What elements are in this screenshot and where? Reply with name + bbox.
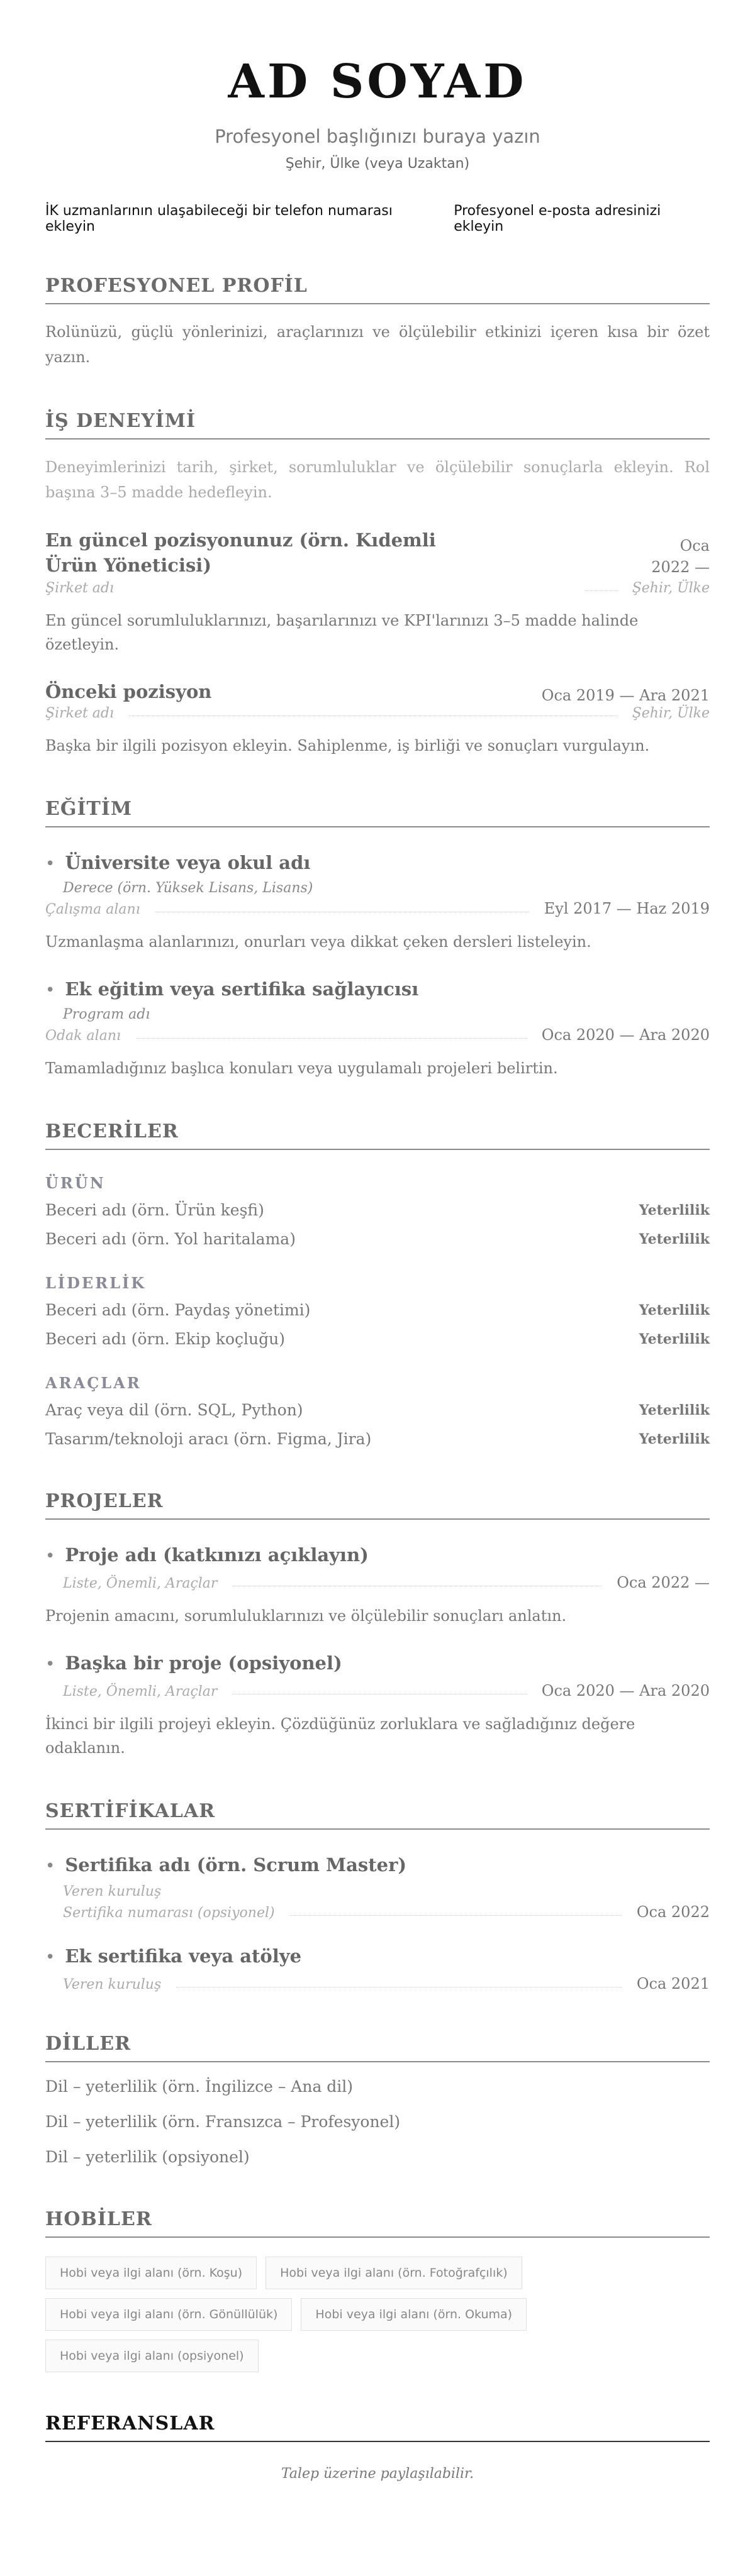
skill-category: ÜRÜN	[45, 1174, 106, 1192]
project-tags: Liste, Önemli, Araçlar	[63, 1576, 218, 1591]
section-title-certifications: SERTİFİKALAR	[45, 1800, 710, 1830]
skill-row	[45, 1200, 710, 1221]
certification-title: • Sertifika adı (örn. Scrum Master)	[45, 1852, 710, 1879]
skill-level: Yeterlilik	[639, 1402, 710, 1418]
language-item: Dil – yeterlilik (örn. Fransızca – Profesyonel)	[45, 2113, 401, 2131]
education-dates: Eyl 2017 — Haz 2019	[544, 900, 710, 917]
skill-name: Beceri adı (örn. Paydaş yönetimi)	[45, 1301, 311, 1319]
resume-name: AD SOYAD	[228, 55, 527, 109]
certification-date: Oca 2021	[636, 1975, 710, 1993]
leader-line	[290, 1915, 622, 1916]
skill-category: ARAÇLAR	[45, 1374, 142, 1392]
experience-intro: Deneyimlerinizi tarih, şirket, sorumluluklar ve ölçülebilir sonuçlarla ekleyin. Rol başına 3–5 madde hedefleyin.	[45, 458, 710, 501]
certification-entry	[45, 1852, 710, 1921]
project-tags: Liste, Önemli, Araçlar	[63, 1684, 218, 1700]
degree: Derece (örn. Yüksek Lisans, Lisans)	[63, 880, 313, 896]
leader-line	[136, 1038, 527, 1039]
references-text: Talep üzerine paylaşılabilir.	[281, 2466, 474, 2482]
job-location: Şehir, Ülke	[632, 580, 710, 596]
education-dates: Oca 2020 — Ara 2020	[541, 1026, 710, 1044]
section-title-projects: PROJELER	[45, 1490, 710, 1520]
hobby-chip: Hobi veya ilgi alanı (opsiyonel)	[45, 2340, 259, 2372]
job-dates: Oca 2022 —	[651, 537, 710, 576]
hobby-chip: Hobi veya ilgi alanı (örn. Fotoğrafçılık)	[266, 2257, 522, 2289]
field-of-study: Çalışma alanı	[45, 902, 140, 917]
job-description: Başka bir ilgili pozisyon ekleyin. Sahiplenme, iş birliği ve sonuçları vurgulayın.	[45, 737, 650, 755]
contact-info	[45, 203, 710, 235]
education-description: Tamamladığınız başlıca konuları veya uygulamalı projeleri belirtin.	[45, 1059, 558, 1077]
skill-level: Yeterlilik	[639, 1431, 710, 1447]
certification-issuer: Veren kuruluş	[63, 1977, 162, 1993]
education-section	[45, 798, 710, 1080]
field-of-study: Odak alanı	[45, 1028, 121, 1044]
section-title-experience: İŞ DENEYİMİ	[45, 410, 710, 439]
education-entry	[45, 976, 710, 1080]
hobby-list	[45, 2257, 612, 2372]
resume-location: Şehir, Ülke (veya Uzaktan)	[285, 156, 470, 172]
hobby-chip: Hobi veya ilgi alanı (örn. Gönüllülük)	[45, 2298, 292, 2331]
resume-page	[45, 0, 710, 2482]
experience-section	[45, 410, 710, 758]
certification-date: Oca 2022	[636, 1903, 710, 1921]
experience-entry	[45, 679, 710, 758]
leader-line	[586, 590, 617, 591]
hobby-chip: Hobi veya ilgi alanı (örn. Okuma)	[301, 2298, 527, 2331]
experience-entry	[45, 528, 710, 656]
skill-level: Yeterlilik	[639, 1302, 710, 1318]
skill-level: Yeterlilik	[639, 1231, 710, 1247]
skill-name: Beceri adı (örn. Ekip koçluğu)	[45, 1330, 285, 1348]
certification-number: Sertifika numarası (opsiyonel)	[63, 1905, 275, 1921]
job-location: Şehir, Ülke	[632, 705, 710, 721]
hobbies-section	[45, 2208, 710, 2372]
section-title-education: EĞİTİM	[45, 798, 710, 827]
job-description: En güncel sorumluluklarınızı, başarılarınızı ve KPI'larınızı 3–5 madde halinde özetleyin.	[45, 612, 639, 653]
hobby-chip: Hobi veya ilgi alanı (örn. Koşu)	[45, 2257, 257, 2289]
skill-row	[45, 1400, 710, 1421]
resume-headline: Profesyonel başlığınızı buraya yazın	[215, 126, 540, 147]
language-item: Dil – yeterlilik (örn. İngilizce – Ana dil)	[45, 2077, 354, 2096]
contact-email: Profesyonel e-posta adresinizi ekleyin	[454, 203, 661, 235]
education-entry	[45, 850, 710, 954]
skill-row	[45, 1329, 710, 1350]
contact-phone: İK uzmanlarının ulaşabileceği bir telefon numarası ekleyin	[45, 203, 393, 235]
section-title-profile: PROFESYONEL PROFİL	[45, 275, 710, 304]
section-title-languages: DİLLER	[45, 2033, 710, 2062]
profile-section	[45, 275, 710, 370]
references-section	[45, 2413, 710, 2482]
section-title-hobbies: HOBİLER	[45, 2208, 710, 2238]
project-entry	[45, 1542, 710, 1628]
skill-row	[45, 1300, 710, 1321]
project-description: İkinci bir ilgili projeyi ekleyin. Çözdüğünüz zorluklara ve sağladığınız değere odaklanın.	[45, 1715, 635, 1757]
projects-section	[45, 1490, 710, 1760]
school-name: • Ek eğitim veya sertifika sağlayıcısı	[45, 976, 710, 1003]
job-company: Şirket adı	[45, 580, 115, 596]
skill-name: Araç veya dil (örn. SQL, Python)	[45, 1401, 303, 1419]
degree: Program adı	[63, 1007, 150, 1022]
project-description: Projenin amacını, sorumluluklarınızı ve ölçülebilir sonuçları anlatın.	[45, 1607, 567, 1625]
languages-section	[45, 2033, 710, 2168]
certification-entry	[45, 1943, 710, 1993]
section-title-references: REFERANSLAR	[45, 2413, 710, 2442]
project-title: • Proje adı (katkınızı açıklayın)	[45, 1542, 710, 1569]
profile-summary: Rolünüzü, güçlü yönlerinizi, araçlarınızı ve ölçülebilir etkinizi içeren kısa bir özet yazın.	[45, 323, 710, 366]
skill-name: Beceri adı (örn. Yol haritalama)	[45, 1230, 296, 1248]
skill-level: Yeterlilik	[639, 1202, 710, 1219]
skill-row	[45, 1229, 710, 1250]
certification-title: • Ek sertifika veya atölye	[45, 1943, 710, 1970]
certification-issuer: Veren kuruluş	[63, 1884, 162, 1899]
skill-name: Beceri adı (örn. Ürün keşfi)	[45, 1201, 264, 1219]
project-dates: Oca 2020 — Ara 2020	[541, 1682, 710, 1700]
skill-row	[45, 1429, 710, 1450]
certifications-section	[45, 1800, 710, 1993]
school-name: • Üniversite veya okul adı	[45, 850, 710, 876]
skill-level: Yeterlilik	[639, 1331, 710, 1347]
project-dates: Oca 2022 —	[617, 1574, 710, 1591]
skills-section	[45, 1120, 710, 1450]
job-title: En güncel pozisyonunuz (örn. Kıdemli Ürün Yöneticisi)	[45, 529, 436, 576]
project-entry	[45, 1650, 710, 1760]
language-item: Dil – yeterlilik (opsiyonel)	[45, 2148, 250, 2166]
project-title: • Başka bir proje (opsiyonel)	[45, 1650, 710, 1677]
job-title: Önceki pozisyon	[45, 681, 212, 702]
job-dates: Oca 2019 — Ara 2021	[541, 687, 710, 704]
skill-category: LİDERLİK	[45, 1274, 147, 1292]
section-title-skills: BECERİLER	[45, 1120, 710, 1150]
skill-name: Tasarım/teknoloji aracı (örn. Figma, Jira)	[45, 1430, 372, 1448]
job-company: Şirket adı	[45, 705, 115, 721]
education-description: Uzmanlaşma alanlarınızı, onurları veya dikkat çeken dersleri listeleyin.	[45, 933, 591, 951]
